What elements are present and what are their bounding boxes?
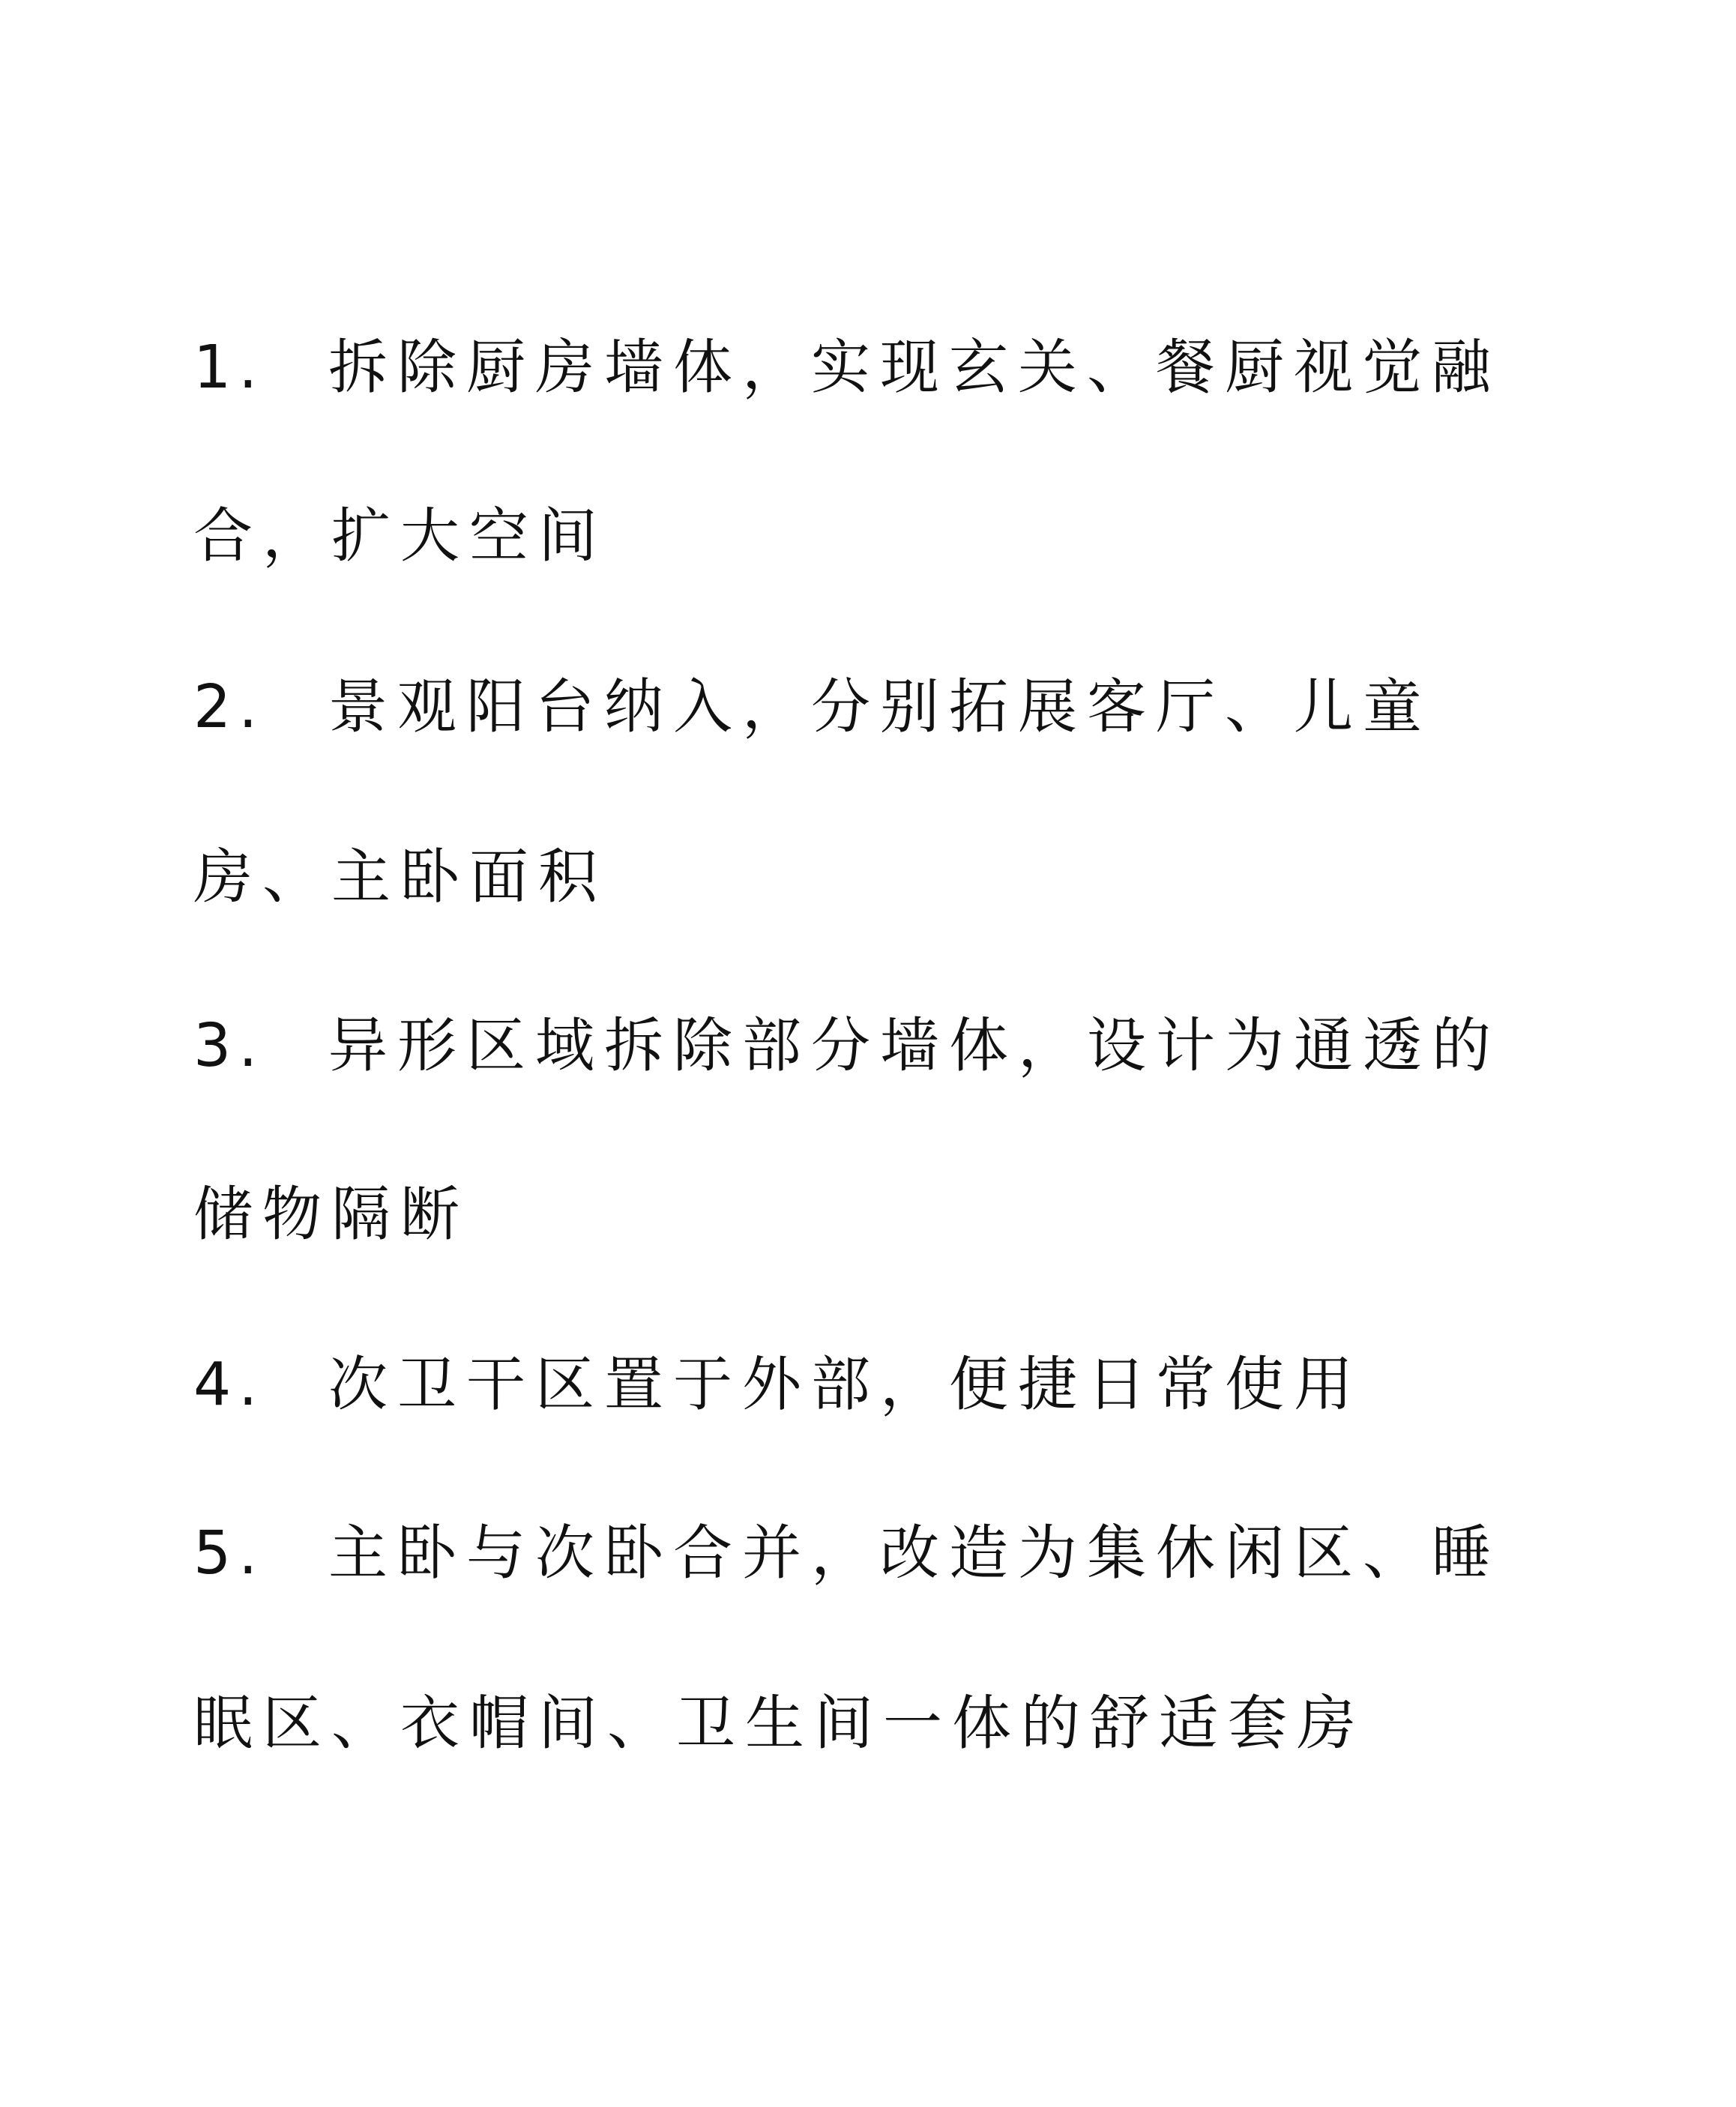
list-item-text: 拆除厨房墙体，实现玄关、餐厨视觉融 — [328, 333, 1501, 402]
list-item-5 — [193, 1516, 1543, 1591]
list-item-1 — [193, 330, 1543, 405]
list-item-number: 4. — [193, 1350, 265, 1419]
list-item-text: 主卧与次卧合并，改造为集休闲区、睡 — [328, 1519, 1501, 1588]
list-item-3 — [193, 1008, 1543, 1083]
list-item-text: 异形区域拆除部分墙体，设计为通透的 — [328, 1011, 1501, 1080]
list-item-text: 次卫干区置于外部，便捷日常使用 — [328, 1350, 1363, 1419]
list-item-number: 3. — [193, 1011, 265, 1080]
list-item-2 — [193, 669, 1543, 744]
list-item-1-continuation: 合，扩大空间 — [193, 501, 607, 570]
list-item-number: 5. — [193, 1519, 265, 1588]
list-item-text: 景观阳台纳入，分别拓展客厅、儿童 — [328, 672, 1432, 741]
list-item-4 — [193, 1347, 1543, 1422]
list-item-number: 2. — [193, 672, 265, 741]
list-item-5-continuation: 眠区、衣帽间、卫生间一体的舒适套房 — [193, 1689, 1366, 1758]
list-item-2-continuation: 房、主卧面积 — [193, 843, 607, 911]
list-item-number: 1. — [193, 333, 265, 402]
list-item-3-continuation: 储物隔断 — [193, 1180, 469, 1249]
